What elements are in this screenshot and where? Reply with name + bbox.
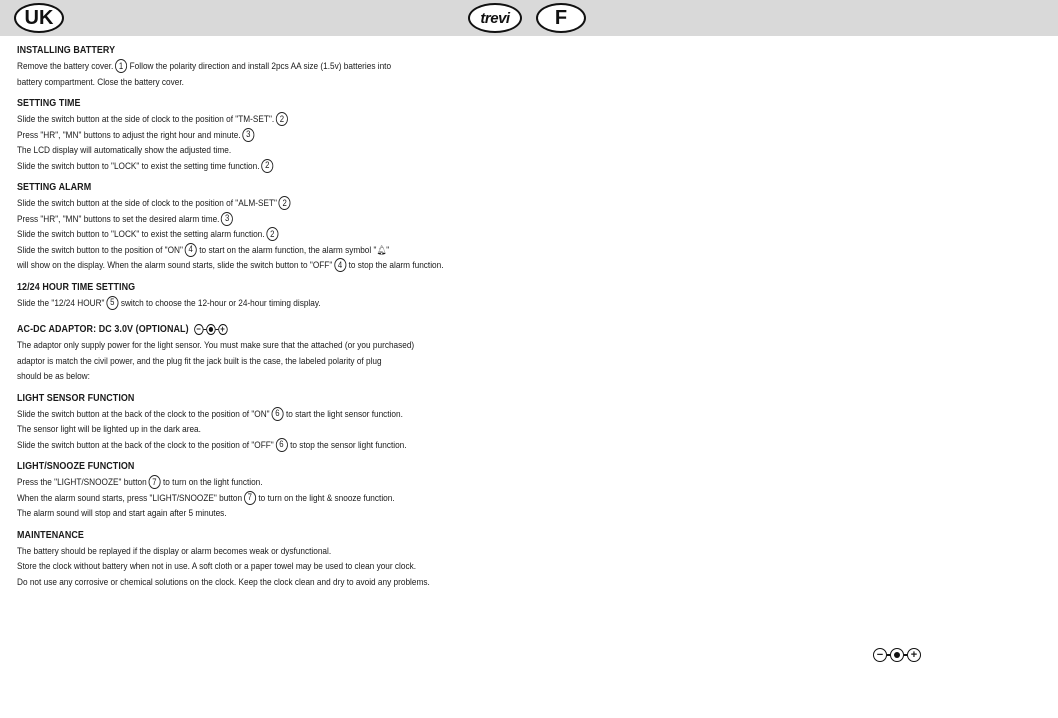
text: Slide the switch button at the back of the clock to the position of "ON"	[17, 408, 270, 420]
text-line	[17, 112, 499, 128]
text: switch to choose the 12-hour or 24-hour timing display.	[120, 297, 321, 309]
section-ac-dc-adaptor	[17, 323, 499, 385]
text: When the alarm sound starts, press "LIGHT/SNOOZE" button	[17, 492, 243, 504]
minus-terminal: −	[194, 324, 203, 335]
text: Remove the battery cover.	[17, 61, 114, 72]
text-line: battery compartment. Close the battery cover.	[17, 76, 184, 88]
step-number: 4	[334, 258, 346, 272]
text-line	[17, 128, 499, 144]
section-title: LIGHT SENSOR FUNCTION	[17, 392, 135, 404]
text-line	[17, 212, 499, 228]
text: Slide the switch button to "LOCK" to exist the setting alarm function.	[17, 229, 265, 240]
text-line: The adaptor only supply power for the light sensor. You must make sure that the attached (or you purchased)	[17, 340, 415, 351]
step-number: 2	[276, 112, 288, 126]
text-line	[17, 438, 499, 454]
polarity-symbol-icon	[194, 324, 228, 335]
section-light-sensor	[17, 392, 499, 454]
section-installing-battery	[17, 44, 499, 90]
manual-content	[17, 44, 499, 597]
text-line	[17, 227, 499, 243]
text: Press "HR", "MN" buttons to adjust the right hour and minute.	[17, 129, 241, 141]
step-number: 2	[279, 196, 291, 210]
text-line: The sensor light will be lighted up in the dark area.	[17, 424, 201, 435]
text: Press the "LIGHT/SNOOZE" button	[17, 477, 147, 488]
section-setting-time	[17, 97, 499, 174]
brand-logo: trevi	[468, 3, 522, 33]
section-title: LIGHT/SNOOZE FUNCTION	[17, 461, 135, 472]
text-line	[17, 407, 499, 423]
step-number: 5	[106, 296, 118, 310]
text-line	[17, 243, 499, 259]
text: Slide the switch button at the side of clock to the position of "ALM-SET"	[17, 198, 277, 209]
step-number: 3	[221, 212, 233, 226]
text: Slide the switch button at the side of clock to the position of "TM-SET".	[17, 114, 275, 125]
text-line	[17, 491, 499, 507]
language-badge-uk: UK	[14, 3, 64, 33]
text-line: Store the clock without battery when not in use. A soft cloth or a paper towel may be used to clean your clock.	[17, 561, 416, 572]
text: AC-DC ADAPTOR: DC 3.0V (OPTIONAL)	[17, 324, 189, 335]
section-title: 12/24 HOUR TIME SETTING	[17, 281, 136, 293]
section-setting-alarm	[17, 181, 499, 274]
step-number: 1	[115, 59, 127, 73]
text: Slide the "12/24 HOUR"	[17, 297, 105, 309]
text: will show on the display. When the alarm sound starts, slide the switch button to "OFF"	[17, 260, 333, 271]
text: "	[386, 244, 390, 256]
text: to turn on the light function.	[163, 477, 263, 488]
text-line	[17, 258, 499, 274]
text-line: Do not use any corrosive or chemical solutions on the clock. Keep the clock clean and dry to avoid any problems.	[17, 576, 430, 588]
step-number: 3	[242, 128, 254, 142]
step-number: 4	[185, 243, 197, 257]
text-line: The LCD display will automatically show the adjusted time.	[17, 145, 232, 156]
text: Press "HR", "MN" buttons to set the desired alarm time.	[17, 213, 220, 225]
step-number: 2	[266, 227, 278, 241]
step-number: 2	[261, 159, 273, 173]
text-line	[17, 159, 499, 175]
text: to start on the alarm function, the alarm symbol "	[199, 244, 377, 256]
text: Slide the switch button at the back of the clock to the position of "OFF"	[17, 439, 274, 451]
text-line: should be as below:	[17, 371, 90, 382]
text-line: The battery should be replayed if the display or alarm becomes weak or dysfunctional.	[17, 545, 332, 557]
plus-terminal: +	[218, 324, 227, 335]
text: Slide the switch button to the position of "ON"	[17, 244, 183, 256]
center-terminal	[206, 324, 215, 335]
step-number: 6	[275, 438, 287, 452]
section-title: SETTING ALARM	[17, 182, 92, 193]
language-badge-f: F	[536, 3, 586, 33]
text-line	[17, 475, 499, 491]
section-light-snooze	[17, 460, 499, 522]
plus-terminal: +	[907, 648, 921, 662]
section-title: MAINTENANCE	[17, 529, 84, 541]
section-title: SETTING TIME	[17, 98, 81, 109]
section-title	[17, 323, 499, 337]
step-number: 7	[244, 491, 256, 505]
step-number: 7	[148, 475, 160, 489]
text-line: The alarm sound will stop and start again after 5 minutes.	[17, 508, 227, 519]
polarity-diagram-icon	[873, 648, 921, 662]
section-title: INSTALLING BATTERY	[17, 45, 116, 56]
text-line: adaptor is match the civil power, and the plug fit the jack built is the case, the labeled polarity of plug	[17, 355, 382, 367]
text: to turn on the light & snooze function.	[258, 492, 395, 504]
text: Follow the polarity direction and install 2pcs AA size (1.5v) batteries into	[129, 61, 392, 72]
section-hour-setting	[17, 281, 499, 312]
minus-terminal: −	[873, 648, 887, 662]
text: Slide the switch button to "LOCK" to exist the setting time function.	[17, 160, 260, 172]
center-terminal	[890, 648, 904, 662]
text: to stop the sensor light function.	[290, 439, 407, 451]
text-line	[17, 59, 499, 75]
text: to start the light sensor function.	[285, 408, 403, 420]
bell-icon: 🔔︎	[376, 244, 387, 255]
section-maintenance	[17, 529, 499, 591]
text-line	[17, 296, 499, 312]
step-number: 6	[271, 407, 283, 421]
text-line	[17, 196, 499, 212]
top-header-bar	[0, 0, 1058, 36]
text: to stop the alarm function.	[348, 260, 444, 271]
